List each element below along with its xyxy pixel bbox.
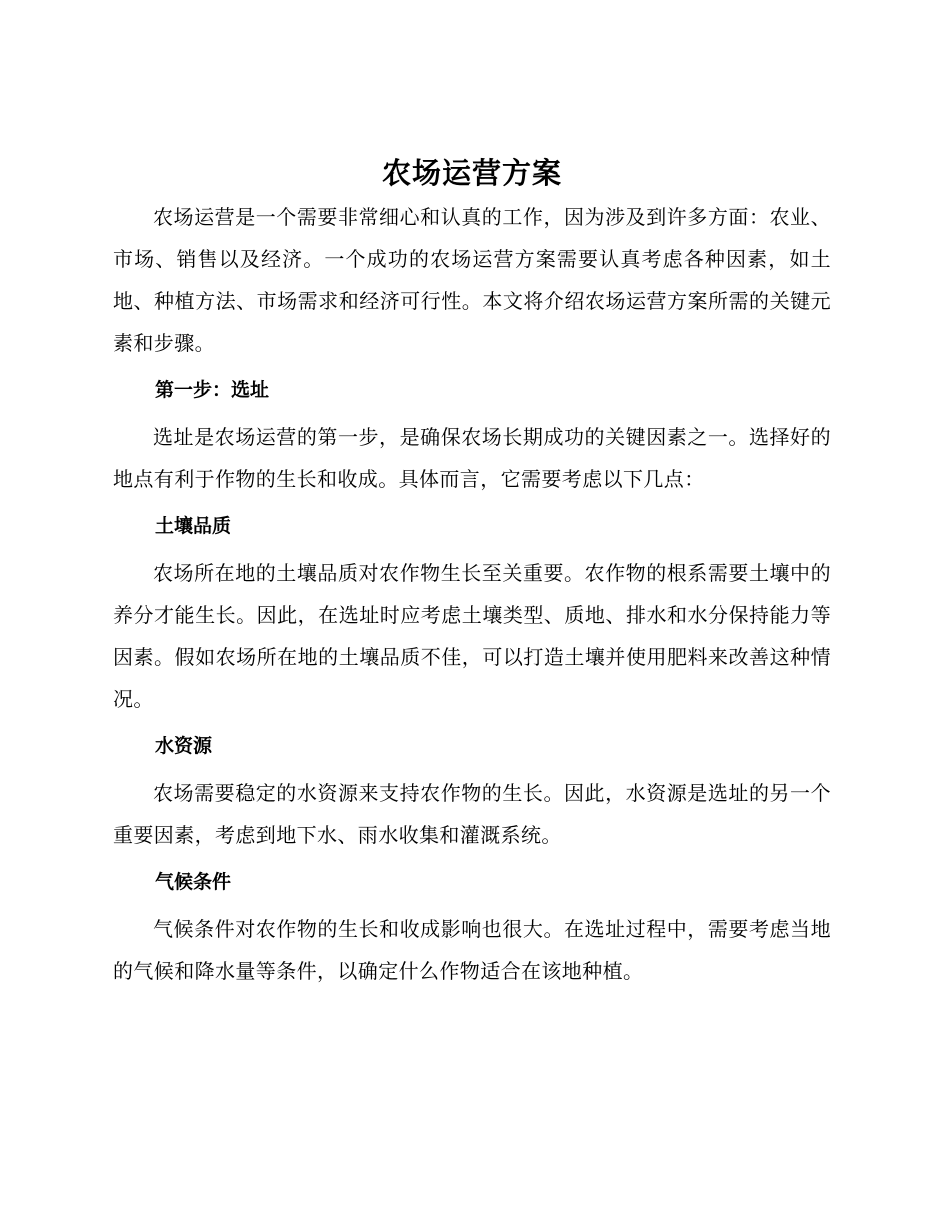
intro-paragraph: 农场运营是一个需要非常细心和认真的工作，因为涉及到许多方面：农业、市场、销售以及经济。一个成功的农场运营方案需要认真考虑各种因素，如土地、种植方法、市场需求和经济可行性。本文将介绍农场运营方案所需的关键元素和步骤。 [113,205,831,355]
soil-quality-paragraph: 农场所在地的土壤品质对农作物生长至关重要。农作物的根系需要土壤中的养分才能生长。因此，在选址时应考虑土壤类型、质地、排水和水分保持能力等因素。假如农场所在地的土壤品质不佳，可以打造土壤并使用肥料来改善这种情况。 [113,561,831,711]
section-heading-site-selection: 第一步：选址 [155,379,270,401]
document-page [113,150,831,992]
site-selection-paragraph: 选址是农场运营的第一步，是确保农场长期成功的关键因素之一。选择好的地点有利于作物的生长和收成。具体而言，它需要考虑以下几点： [113,425,831,491]
subheading-water-resources: 水资源 [155,735,213,757]
document-title: 农场运营方案 [381,156,562,190]
climate-conditions-paragraph: 气候条件对农作物的生长和收成影响也很大。在选址过程中，需要考虑当地的气候和降水量等条件，以确定什么作物适合在该地种植。 [113,917,831,983]
subheading-climate-conditions: 气候条件 [155,871,232,893]
water-resources-paragraph: 农场需要稳定的水资源来支持农作物的生长。因此，水资源是选址的另一个重要因素，考虑到地下水、雨水收集和灌溉系统。 [113,781,831,847]
subheading-soil-quality: 土壤品质 [155,515,232,537]
